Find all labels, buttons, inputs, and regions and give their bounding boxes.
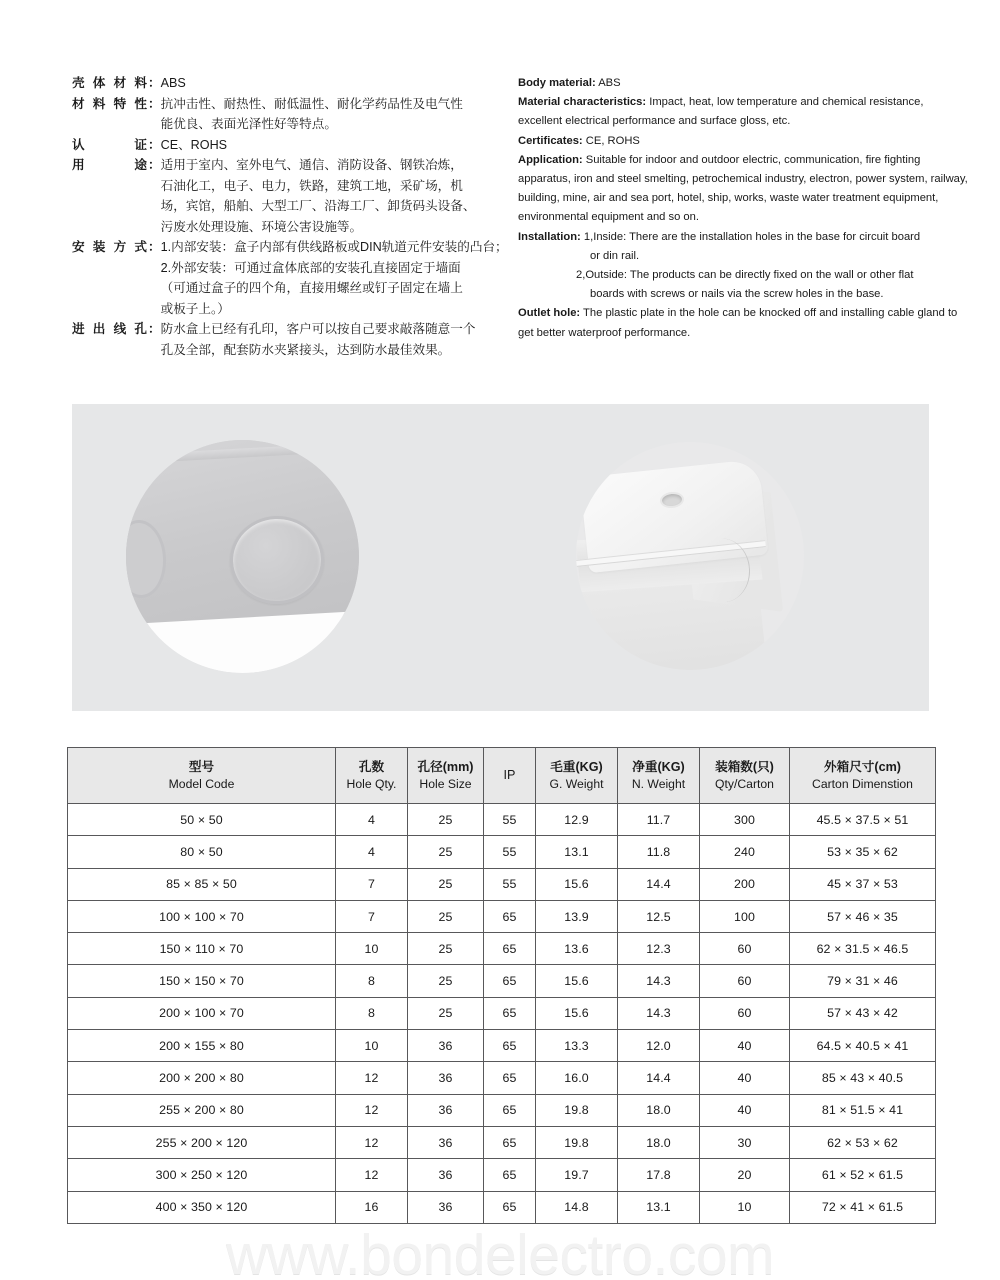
cell-ip-rating: 55 xyxy=(484,836,536,868)
spec-value-line: 防水盒上已经有孔印，客户可以按自己要求敲落随意一个 xyxy=(160,322,476,336)
cell-ip-rating: 65 xyxy=(484,1094,536,1126)
table-header-cn: 毛重(KG) xyxy=(550,760,603,774)
en-installation-item-1-cont: or din rail. xyxy=(590,249,640,262)
cell-carton-dimension: 57 × 46 × 35 xyxy=(790,900,936,932)
en-application-label: Application: xyxy=(518,153,583,166)
en-installation-label: Installation: xyxy=(518,230,581,243)
table-header-en: Carton Dimenstion xyxy=(812,776,913,791)
cell-net-weight: 14.3 xyxy=(618,997,700,1029)
table-header-cell xyxy=(336,748,408,804)
table-header-cell xyxy=(700,748,790,804)
table-header-en: Hole Qty. xyxy=(346,776,397,791)
spec-value-line: 污废水处理设施、环境公害设施等。 xyxy=(160,219,363,234)
spec-label-char: 壳 xyxy=(72,76,85,90)
cell-hole-size: 25 xyxy=(408,933,484,965)
cell-gross-weight: 13.3 xyxy=(536,1030,618,1062)
photo-corner-screw-hole-closeup xyxy=(576,442,804,670)
cell-qty-per-carton: 300 xyxy=(700,804,790,836)
table-header-cell: IP xyxy=(484,748,536,804)
cell-model-code: 150 × 110 × 70 xyxy=(68,933,336,965)
spec-value-line: （可通过盒子的四个角，直接用螺丝或钉子固定在墙上 xyxy=(160,281,463,295)
cell-carton-dimension: 85 × 43 × 40.5 xyxy=(790,1062,936,1094)
en-body-material-label: Body material: xyxy=(518,77,596,89)
cell-net-weight: 12.3 xyxy=(618,933,700,965)
table-header-cn: 孔数 xyxy=(358,760,385,774)
spec-label-colon: ： xyxy=(148,158,161,172)
table-header-cn: 净重(KG) xyxy=(632,760,685,774)
spec-label-char: 特 xyxy=(113,96,127,111)
en-outlet-hole xyxy=(518,304,968,342)
cell-hole-qty: 12 xyxy=(336,1062,408,1094)
table-header-en: Model Code xyxy=(168,776,235,791)
en-outlet-hole-value: The plastic plate in the hole can be knocked off and installing cable gland to get better waterproof performance. xyxy=(518,307,958,339)
table-body xyxy=(68,804,936,1224)
cell-ip-rating: 65 xyxy=(484,1126,536,1158)
cell-carton-dimension: 62 × 53 × 62 xyxy=(790,1126,936,1158)
en-certificates xyxy=(518,132,968,151)
cell-hole-size: 25 xyxy=(408,900,484,932)
cell-carton-dimension: 53 × 35 × 62 xyxy=(790,836,936,868)
cell-gross-weight: 13.6 xyxy=(536,933,618,965)
cell-carton-dimension: 57 × 43 × 42 xyxy=(790,997,936,1029)
cell-qty-per-carton: 60 xyxy=(700,933,790,965)
cell-hole-qty: 8 xyxy=(336,997,408,1029)
cell-hole-size: 36 xyxy=(408,1030,484,1062)
specs-english-block xyxy=(518,74,968,343)
table-header-cn: 外箱尺寸(cm) xyxy=(824,760,901,774)
table-row xyxy=(68,836,936,868)
cell-hole-qty: 8 xyxy=(336,965,408,997)
spec-value-cn xyxy=(161,319,502,360)
table-row xyxy=(68,1159,936,1191)
cell-hole-qty: 7 xyxy=(336,900,408,932)
spec-label-char: 孔 xyxy=(134,322,147,336)
specification-text-zone xyxy=(0,66,1000,376)
spec-label-char: 方 xyxy=(113,240,127,254)
table-header-en: Hole Size xyxy=(419,776,472,791)
spec-label-char: 进 xyxy=(72,322,85,336)
cell-qty-per-carton: 240 xyxy=(700,836,790,868)
cell-carton-dimension: 79 × 31 × 46 xyxy=(790,965,936,997)
spec-label-char: 体 xyxy=(92,76,106,90)
spec-label-char: 证 xyxy=(134,137,147,152)
site-watermark: www.bondelectro.com xyxy=(225,1223,775,1280)
cell-carton-dimension: 64.5 × 40.5 × 41 xyxy=(790,1030,936,1062)
cell-hole-size: 36 xyxy=(408,1062,484,1094)
spec-label-char: 材 xyxy=(113,76,127,90)
en-certificates-label: Certificates: xyxy=(518,134,583,147)
cell-hole-size: 25 xyxy=(408,997,484,1029)
spec-value-line: 1.内部安装：盒子内部有供线路板或DIN轨道元件安装的凸台； xyxy=(160,240,508,254)
spec-row-cn xyxy=(72,319,502,360)
cell-ip-rating: 65 xyxy=(484,900,536,932)
cell-qty-per-carton: 30 xyxy=(700,1126,790,1158)
cell-ip-rating: 65 xyxy=(484,1191,536,1223)
cell-ip-rating: 65 xyxy=(484,1159,536,1191)
spec-label-cn xyxy=(72,94,148,115)
cell-hole-size: 36 xyxy=(408,1094,484,1126)
cell-gross-weight: 15.6 xyxy=(536,965,618,997)
cell-hole-size: 25 xyxy=(408,965,484,997)
product-photo-panel xyxy=(72,404,929,711)
en-material-characteristics-value: Impact, heat, low temperature and chemical resistance, excellent electrical performance and surface gloss, etc. xyxy=(518,96,924,128)
spec-label-colon: ： xyxy=(148,240,161,254)
cell-hole-size: 25 xyxy=(408,804,484,836)
table-row xyxy=(68,1126,936,1158)
cell-carton-dimension: 62 × 31.5 × 46.5 xyxy=(790,933,936,965)
cell-carton-dimension: 61 × 52 × 61.5 xyxy=(790,1159,936,1191)
cell-carton-dimension: 45 × 37 × 53 xyxy=(790,868,936,900)
cell-ip-rating: 55 xyxy=(484,868,536,900)
cell-ip-rating: 65 xyxy=(484,1030,536,1062)
table-row xyxy=(68,1094,936,1126)
cell-carton-dimension: 72 × 41 × 61.5 xyxy=(790,1191,936,1223)
cell-net-weight: 14.4 xyxy=(618,1062,700,1094)
spec-value-line: 能优良、表面光泽性好等特点。 xyxy=(160,117,337,131)
spec-label-cn xyxy=(72,155,148,176)
cell-hole-qty: 10 xyxy=(336,933,408,965)
cell-gross-weight: 12.9 xyxy=(536,804,618,836)
cell-model-code: 50 × 50 xyxy=(68,804,336,836)
cell-net-weight: 12.0 xyxy=(618,1030,700,1062)
cell-gross-weight: 13.1 xyxy=(536,836,618,868)
cell-qty-per-carton: 40 xyxy=(700,1062,790,1094)
cell-ip-rating: 65 xyxy=(484,965,536,997)
cell-model-code: 150 × 150 × 70 xyxy=(68,965,336,997)
spec-row-cn xyxy=(72,73,502,94)
table-header-cell xyxy=(618,748,700,804)
spec-label-char: 途 xyxy=(134,158,147,172)
cell-model-code: 300 × 250 × 120 xyxy=(68,1159,336,1191)
spec-label-colon: ： xyxy=(148,96,161,111)
spec-value-cn xyxy=(161,237,508,319)
table-header-en: G. Weight xyxy=(549,776,604,791)
cell-carton-dimension: 45.5 × 37.5 × 51 xyxy=(790,804,936,836)
cell-model-code: 100 × 100 × 70 xyxy=(68,900,336,932)
table-header-en: N. Weight xyxy=(631,776,686,791)
cell-qty-per-carton: 10 xyxy=(700,1191,790,1223)
cell-model-code: 200 × 155 × 80 xyxy=(68,1030,336,1062)
cell-gross-weight: 15.6 xyxy=(536,997,618,1029)
table-row xyxy=(68,965,936,997)
table-row xyxy=(68,933,936,965)
spec-label-char: 出 xyxy=(92,322,106,336)
en-material-characteristics xyxy=(518,93,968,131)
table-header-cn: 型号 xyxy=(188,760,215,774)
en-outlet-hole-label: Outlet hole: xyxy=(518,307,581,320)
en-body-material xyxy=(518,74,968,93)
spec-value-line: 场，宾馆，船舶、大型工厂、沿海工厂、卸货码头设备、 xyxy=(160,199,476,213)
spec-row-cn xyxy=(72,155,502,237)
spec-value-line: 适用于室内、室外电气、通信、消防设备、钢铁冶炼， xyxy=(160,158,463,172)
table-row xyxy=(68,868,936,900)
table-header-cell xyxy=(68,748,336,804)
spec-value-line: 抗冲击性、耐热性、耐低温性、耐化学药品性及电气性 xyxy=(160,96,463,111)
cell-gross-weight: 15.6 xyxy=(536,868,618,900)
spec-label-cn xyxy=(72,319,148,340)
table-header-cn: 孔径(mm) xyxy=(417,760,474,774)
en-certificates-value: CE, ROHS xyxy=(582,134,640,147)
cell-net-weight: 11.8 xyxy=(618,836,700,868)
table-row xyxy=(68,1030,936,1062)
cell-net-weight: 14.4 xyxy=(618,868,700,900)
spec-label-char: 性 xyxy=(134,96,147,111)
cell-qty-per-carton: 40 xyxy=(700,1030,790,1062)
spec-value-line: ABS xyxy=(160,76,186,90)
cell-hole-qty: 12 xyxy=(336,1159,408,1191)
cell-net-weight: 11.7 xyxy=(618,804,700,836)
specification-table xyxy=(67,747,936,1224)
table-row xyxy=(68,1062,936,1094)
cell-model-code: 200 × 200 × 80 xyxy=(68,1062,336,1094)
cell-model-code: 85 × 85 × 50 xyxy=(68,868,336,900)
cell-net-weight: 18.0 xyxy=(618,1094,700,1126)
cell-gross-weight: 19.8 xyxy=(536,1094,618,1126)
cell-hole-qty: 4 xyxy=(336,836,408,868)
cell-qty-per-carton: 200 xyxy=(700,868,790,900)
spec-label-cn xyxy=(72,237,148,258)
en-body-material-value: ABS xyxy=(595,77,621,89)
cell-hole-size: 25 xyxy=(408,868,484,900)
spec-label-colon: ： xyxy=(148,137,161,152)
cell-hole-size: 36 xyxy=(408,1159,484,1191)
cell-qty-per-carton: 40 xyxy=(700,1094,790,1126)
cell-ip-rating: 55 xyxy=(484,804,536,836)
photo-knockout-hole-closeup xyxy=(126,440,359,673)
cell-net-weight: 14.3 xyxy=(618,965,700,997)
table-row xyxy=(68,1191,936,1223)
cell-ip-rating: 65 xyxy=(484,997,536,1029)
specs-chinese-block xyxy=(72,73,508,360)
spec-label-char: 式 xyxy=(134,240,147,254)
cell-qty-per-carton: 60 xyxy=(700,997,790,1029)
en-installation-item-1: 1,Inside: There are the installation holes in the base for circuit board xyxy=(580,230,921,243)
spec-value-cn xyxy=(161,73,502,94)
cell-model-code: 400 × 350 × 120 xyxy=(68,1191,336,1223)
en-material-characteristics-label: Material characteristics: xyxy=(518,96,647,109)
spec-value-cn xyxy=(161,135,502,156)
cell-net-weight: 17.8 xyxy=(618,1159,700,1191)
spec-label-colon: ： xyxy=(148,322,161,336)
spec-value-line: 或板子上。） xyxy=(160,301,230,316)
spec-value-cn xyxy=(161,94,502,135)
cell-model-code: 255 × 200 × 80 xyxy=(68,1094,336,1126)
cell-hole-size: 36 xyxy=(408,1126,484,1158)
cell-model-code: 200 × 100 × 70 xyxy=(68,997,336,1029)
table-row xyxy=(68,900,936,932)
spec-label-char: 安 xyxy=(72,240,85,254)
cell-hole-qty: 16 xyxy=(336,1191,408,1223)
table-row xyxy=(68,804,936,836)
cell-net-weight: 12.5 xyxy=(618,900,700,932)
table-header-en: Qty/Carton xyxy=(715,776,774,791)
spec-value-line: 石油化工，电子、电力，铁路，建筑工地，采矿场，机 xyxy=(160,178,463,193)
en-installation-item-2: 2,Outside: The products can be directly fixed on the wall or other flat xyxy=(576,269,914,282)
table-header-cell xyxy=(790,748,936,804)
cell-gross-weight: 19.8 xyxy=(536,1126,618,1158)
cell-model-code: 255 × 200 × 120 xyxy=(68,1126,336,1158)
cell-hole-qty: 4 xyxy=(336,804,408,836)
cell-qty-per-carton: 100 xyxy=(700,900,790,932)
spec-row-cn xyxy=(72,135,502,156)
table-row xyxy=(68,997,936,1029)
cell-model-code: 80 × 50 xyxy=(68,836,336,868)
spec-row-cn xyxy=(72,94,502,135)
cell-net-weight: 13.1 xyxy=(618,1191,700,1223)
cell-net-weight: 18.0 xyxy=(618,1126,700,1158)
cell-hole-qty: 10 xyxy=(336,1030,408,1062)
cell-qty-per-carton: 20 xyxy=(700,1159,790,1191)
cell-ip-rating: 65 xyxy=(484,1062,536,1094)
en-application-value: Suitable for indoor and outdoor electric, communication, fire fighting apparatus, iron and steel smelting, petrochemical industry, electron, power system, railway, building, mine, air and sea port, hotel, ship, works, waste water treatment equipment, environmental equipment and so on. xyxy=(518,153,968,224)
specification-table-wrapper xyxy=(67,747,935,1224)
table-header xyxy=(68,748,936,804)
spec-label-char: 料 xyxy=(134,76,147,90)
spec-label-cn xyxy=(72,135,148,156)
cell-hole-size: 25 xyxy=(408,836,484,868)
cell-hole-size: 36 xyxy=(408,1191,484,1223)
cell-hole-qty: 12 xyxy=(336,1094,408,1126)
spec-value-line: 2.外部安装：可通过盒体底部的安装孔直接固定于墙面 xyxy=(160,260,461,275)
en-installation-item-2-cont: boards with screws or nails via the screw holes in the base. xyxy=(590,288,884,301)
table-header-cn: 装箱数(只) xyxy=(715,760,774,774)
cell-qty-per-carton: 60 xyxy=(700,965,790,997)
spec-row-cn xyxy=(72,237,508,319)
cell-gross-weight: 14.8 xyxy=(536,1191,618,1223)
spec-value-cn xyxy=(161,155,502,237)
en-application xyxy=(518,151,968,228)
cell-gross-weight: 13.9 xyxy=(536,900,618,932)
cell-gross-weight: 19.7 xyxy=(536,1159,618,1191)
spec-label-char: 料 xyxy=(92,96,106,111)
table-header-cell xyxy=(536,748,618,804)
cell-hole-qty: 7 xyxy=(336,868,408,900)
spec-label-char: 用 xyxy=(72,158,85,172)
cell-carton-dimension: 81 × 51.5 × 41 xyxy=(790,1094,936,1126)
table-header-row xyxy=(68,748,936,804)
spec-label-colon: ： xyxy=(148,76,161,90)
spec-label-char: 装 xyxy=(92,240,106,254)
spec-label-char: 线 xyxy=(113,322,127,336)
cell-gross-weight: 16.0 xyxy=(536,1062,618,1094)
spec-value-line: CE、ROHS xyxy=(160,137,228,152)
spec-label-char: 认 xyxy=(72,137,85,152)
cell-hole-qty: 12 xyxy=(336,1126,408,1158)
spec-label-char: 材 xyxy=(72,96,85,111)
spec-value-line: 孔及全部，配套防水夹紧接头，达到防水最佳效果。 xyxy=(160,342,451,357)
cell-ip-rating: 65 xyxy=(484,933,536,965)
table-header-cell xyxy=(408,748,484,804)
spec-label-cn xyxy=(72,73,148,94)
en-installation xyxy=(518,228,968,305)
